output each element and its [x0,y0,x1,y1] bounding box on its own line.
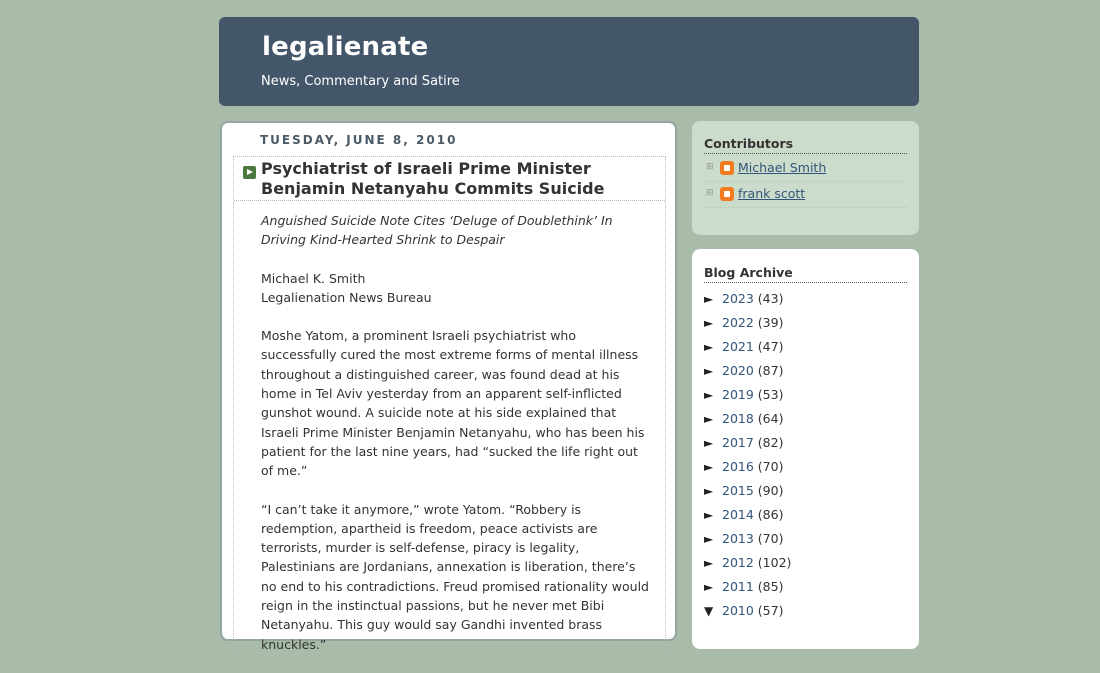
collapse-toggle-icon[interactable]: ▼ [704,604,714,618]
archive-year-item [704,505,783,525]
post-arrow-icon [243,166,256,179]
archive-post-count: (70) [757,459,784,474]
archive-year-link[interactable]: 2011 [722,579,754,594]
expand-toggle-icon[interactable]: ► [704,556,714,570]
archive-post-count: (82) [757,435,784,450]
archive-post-count: (53) [757,387,784,402]
expand-toggle-icon[interactable]: ► [704,484,714,498]
archive-year-link[interactable]: 2016 [722,459,754,474]
archive-year-link[interactable]: 2010 [722,603,754,618]
post-paragraph: “I can’t take it anymore,” wrote Yatom. “Robbery is redemption, apartheid is freedom, peace activists are terrorists, murder is self-defense, piracy is legality, Palestinians are Jordanians, annexation is liberation, there’s no end to his contradictions. Freud promised rationality would reign in the instinctual passions, but he never met Bibi Netanyahu. This guy would say Gandhi invented brass knuckles.” [261,501,649,652]
expand-toggle-icon[interactable]: ► [704,316,714,330]
archive-post-count: (102) [757,555,792,570]
contributors-title: Contributors [704,136,907,154]
archive-title: Blog Archive [704,265,907,283]
archive-year-link[interactable]: 2017 [722,435,754,450]
archive-year-link[interactable]: 2014 [722,507,754,522]
post-title-bar [234,157,665,201]
archive-post-count: (87) [757,363,784,378]
main-column [220,121,677,652]
archive-post-count: (57) [757,603,784,618]
post-byline [261,269,653,308]
expand-toggle-icon[interactable]: ► [704,388,714,402]
expand-toggle-icon[interactable]: ► [704,412,714,426]
archive-year-item [704,361,783,381]
contributors-widget [692,121,919,235]
archive-post-count: (47) [757,339,784,354]
archive-post-count: (64) [757,411,784,426]
archive-year-link[interactable]: 2019 [722,387,754,402]
archive-year-item [704,313,783,333]
contributor-item [704,156,907,182]
archive-year-link[interactable]: 2018 [722,411,754,426]
expand-toggle-icon[interactable]: ► [704,532,714,546]
archive-year-item [704,481,783,501]
archive-post-count: (85) [757,579,784,594]
post-body [261,211,653,673]
archive-year-item [704,385,783,405]
expand-toggle-icon[interactable]: ► [704,508,714,522]
archive-year-item [704,601,783,621]
expand-toggle-icon[interactable]: ► [704,460,714,474]
expand-toggle-icon[interactable]: ► [704,436,714,450]
expand-toggle-icon[interactable]: ► [704,580,714,594]
archive-post-count: (70) [757,531,784,546]
archive-post-count: (90) [757,483,784,498]
archive-year-link[interactable]: 2020 [722,363,754,378]
archive-year-item [704,337,783,357]
archive-year-link[interactable]: 2012 [722,555,754,570]
contributor-link[interactable]: frank scott [738,186,806,201]
byline-name: Michael K. Smith [261,270,366,286]
post [233,156,666,656]
plus-icon: ⊞ [706,188,714,198]
post-paragraph: Moshe Yatom, a prominent Israeli psychiatrist who successfully cured the most extreme forms of mental illness throughout a distinguished career, was found dead at his home in Tel Aviv yesterday from an apparent self-inflicted gunshot wound. A suicide note at his side explained that Israeli Prime Minister Benjamin Netanyahu, who has been his patient for the last nine years, had “sucked the life right out of me.” [261,328,645,479]
post-title[interactable]: Psychiatrist of Israeli Prime Minister Benjamin Netanyahu Commits Suicide [261,159,605,198]
post-subtitle: Anguished Suicide Note Cites ‘Deluge of Doublethink’ In Driving Kind-Hearted Shrink to Despair [261,213,613,248]
expand-toggle-icon[interactable]: ► [704,364,714,378]
archive-year-link[interactable]: 2023 [722,291,754,306]
contributor-item [704,182,907,208]
archive-year-item [704,409,783,429]
expand-toggle-icon[interactable]: ► [704,340,714,354]
plus-icon: ⊞ [706,162,714,172]
archive-year-item [704,457,783,477]
archive-year-link[interactable]: 2022 [722,315,754,330]
blog-description: News, Commentary and Satire [261,74,460,89]
archive-year-link[interactable]: 2021 [722,339,754,354]
archive-post-count: (86) [757,507,784,522]
post-date: TUESDAY, JUNE 8, 2010 [260,133,458,147]
blog-header [219,17,919,106]
blog-title[interactable]: legalienate [262,32,429,62]
archive-year-item [704,553,791,573]
byline-org: Legalienation News Bureau [261,289,432,305]
expand-toggle-icon[interactable]: ► [704,292,714,306]
archive-year-link[interactable]: 2015 [722,483,754,498]
contributor-link[interactable]: Michael Smith [738,160,827,175]
blog-archive-widget [692,249,919,649]
archive-post-count: (39) [757,315,784,330]
archive-post-count: (43) [757,291,784,306]
archive-year-item [704,577,783,597]
blogger-icon [720,161,734,175]
archive-year-link[interactable]: 2013 [722,531,754,546]
archive-year-item [704,289,783,309]
archive-year-item [704,529,783,549]
archive-year-item [704,433,783,453]
blogger-icon [720,187,734,201]
